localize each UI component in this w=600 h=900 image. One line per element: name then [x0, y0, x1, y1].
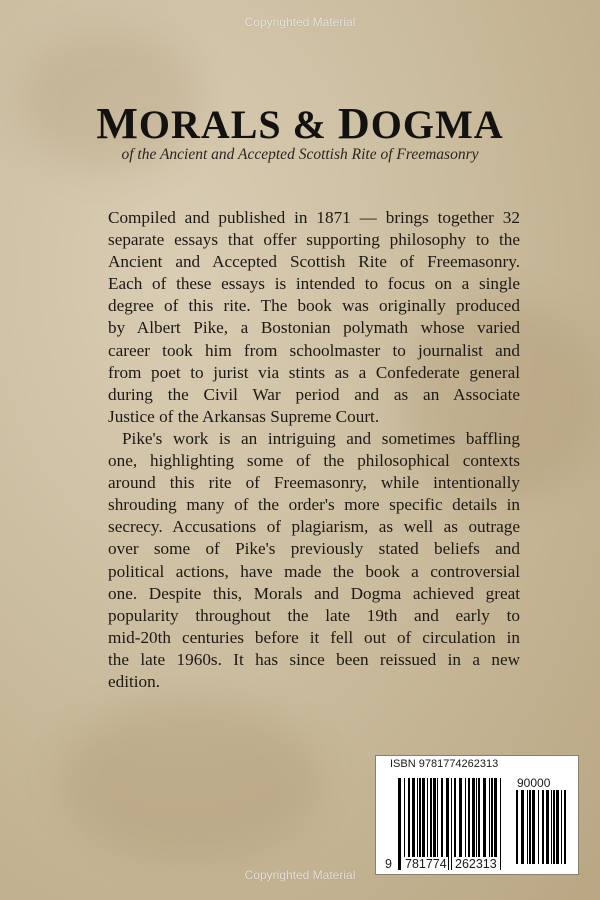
barcode-bar — [556, 790, 559, 864]
blurb-line: political actions, have made the book a controversial — [108, 561, 520, 581]
blurb-line: popularity throughout the late 19th and early to — [108, 605, 520, 625]
barcode-bar — [451, 778, 452, 870]
barcode-bar — [538, 790, 539, 864]
blurb-line: separate essays that offer supporting philosophy to the — [108, 230, 520, 250]
blurb-line: Pike's work is an intriguing and sometimes baffling — [122, 428, 520, 448]
blurb-line: around this rite of Freemasonry, while intentionally — [108, 473, 520, 493]
blurb-line: one, highlighting some of the philosophical contexts — [108, 451, 520, 471]
barcode-digits: 262313 — [455, 857, 497, 871]
blurb-line: Compiled and published in 1871 — brings together 32 — [108, 208, 520, 227]
blurb-line: Ancient and Accepted Scottish Rite of Freemasonry. — [108, 252, 520, 272]
barcode-bar — [527, 790, 528, 864]
barcode-bar — [532, 790, 535, 864]
blurb-line: the late 1960s. It has since been reissued in a new — [108, 649, 520, 669]
barcode-bar — [398, 778, 401, 870]
watermark-top: Copyrighted Material — [244, 15, 356, 29]
barcode-bar — [500, 778, 501, 870]
blurb-line: by Albert Pike, a Bostonian polymath whose varied — [108, 318, 520, 338]
book-title: MORALS & DOGMA — [96, 99, 504, 148]
blurb-line: career took him from schoolmaster to journalist and — [108, 340, 520, 360]
isbn-barcode — [375, 755, 579, 875]
barcode-bar — [542, 790, 544, 864]
blurb-line: over some of Pike's previously stated beliefs and — [108, 539, 520, 559]
blurb-line: mid-20th centuries before it fell out of circulation in — [108, 627, 520, 647]
blurb-line: one. Despite this, Morals and Dogma achieved great — [108, 583, 520, 603]
barcode-digits: 781774 — [405, 857, 447, 871]
blurb-line: degree of this rite. The book was originally produced — [108, 296, 520, 316]
barcode-bar — [546, 790, 549, 864]
barcode-bar — [551, 790, 552, 864]
blurb-line: Justice of the Arkansas Supreme Court. — [108, 406, 380, 426]
barcode-bar — [564, 790, 566, 864]
watermark-bottom: Copyrighted Material — [244, 868, 356, 882]
blurb-line: during the Civil War period and as an Associate — [108, 384, 520, 404]
blurb-line: from poet to jurist via stints as a Confederate general — [108, 362, 520, 382]
barcode-bar — [529, 790, 531, 864]
blurb-line: edition. — [108, 671, 161, 691]
barcode-bar — [561, 790, 562, 864]
barcode-digits: 9 — [385, 857, 392, 871]
book-subtitle: of the Ancient and Accepted Scottish Rite of Freemasonry — [121, 146, 479, 163]
blurb-line: shrouding many of the order's more specific details in — [108, 495, 520, 515]
isbn-label: ISBN 9781774262313 — [390, 758, 499, 770]
price-addon-number: 90000 — [517, 776, 551, 790]
blurb-text — [108, 207, 520, 693]
barcode-bar — [521, 790, 524, 864]
blurb-line: Each of these essays is intended to focus on a single — [108, 274, 520, 294]
barcode-bar — [553, 790, 555, 864]
barcode-bar — [516, 790, 518, 864]
blurb-line: secrecy. Accusations of plagiarism, as well as outrage — [108, 517, 520, 537]
